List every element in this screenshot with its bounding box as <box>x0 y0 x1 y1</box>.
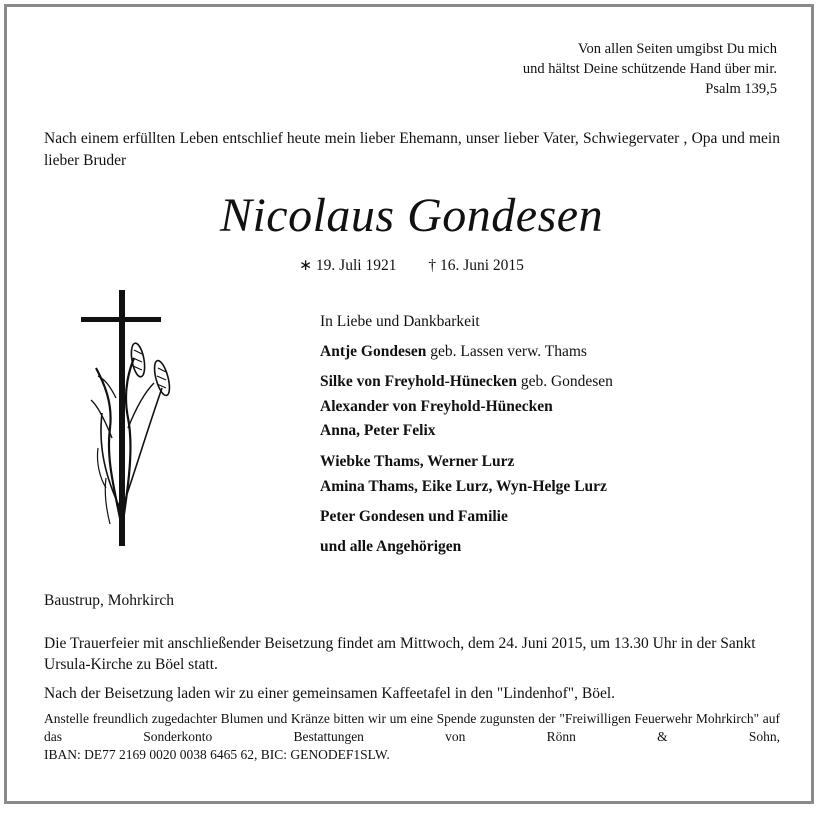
mourners-heading: In Liebe und Dankbarkeit <box>320 313 480 330</box>
mourner-1-name: Antje Gondesen <box>320 343 427 360</box>
mourner-7: Peter Gondesen und Familie <box>320 508 508 525</box>
mourner-1-note: geb. Lassen verw. Thams <box>426 343 587 360</box>
mourner-2-name: Silke von Freyhold-Hünecken <box>320 373 517 390</box>
funeral-info: Die Trauerfeier mit anschließender Beisetzung findet am Mittwoch, dem 24. Juni 2015, um 13.30 Uhr in der Sankt Ursula-Kirche zu Böel statt. <box>44 635 756 673</box>
intro-text: Nach einem erfüllten Leben entschlief heute mein lieber Ehemann, unser lieber Vater, Schwiegervater , Opa und mein lieber Bruder <box>44 130 780 169</box>
birth-date: ∗ 19. Juli 1921 <box>299 257 397 274</box>
mourner-2-note: geb. Gondesen <box>516 373 613 390</box>
mourner-3: Alexander von Freyhold-Hünecken <box>320 398 553 415</box>
reception-info: Nach der Beisetzung laden wir zu einer gemeinsamen Kaffeetafel in den "Lindenhof", Böel. <box>44 685 616 702</box>
donation-bank: IBAN: DE77 2169 0020 0038 6465 62, BIC: GENODEF1SLW. <box>44 747 390 762</box>
mourner-1 <box>320 343 587 361</box>
verse-line-2: und hältst Deine schützende Hand über mir. <box>522 61 777 77</box>
donation-main: Anstelle freundlich zugedachter Blumen und Kränze bitten wir um eine Spende zugunsten der "Freiwilligen Feuerwehr Mohrkirch" auf das Sonderkonto Bestattungen von Rönn & Sohn, <box>44 711 780 744</box>
life-dates <box>0 256 823 275</box>
verse-source: Psalm 139,5 <box>705 81 777 97</box>
mourner-8: und alle Angehörigen <box>320 538 462 555</box>
mourner-6: Amina Thams, Eike Lurz, Wyn-Helge Lurz <box>320 478 607 495</box>
donation-info <box>44 710 780 764</box>
mourner-4: Anna, Peter Felix <box>320 422 436 439</box>
death-date: † 16. Juni 2015 <box>428 257 524 274</box>
mourner-5: Wiebke Thams, Werner Lurz <box>320 453 515 470</box>
deceased-name: Nicolaus Gondesen <box>219 189 604 242</box>
place-line: Baustrup, Mohrkirch <box>44 592 175 609</box>
cross-with-wheat-icon <box>76 288 171 550</box>
verse-line-1: Von allen Seiten umgibst Du mich <box>577 41 777 57</box>
mourner-2 <box>320 373 613 391</box>
psalm-verse <box>523 39 777 99</box>
